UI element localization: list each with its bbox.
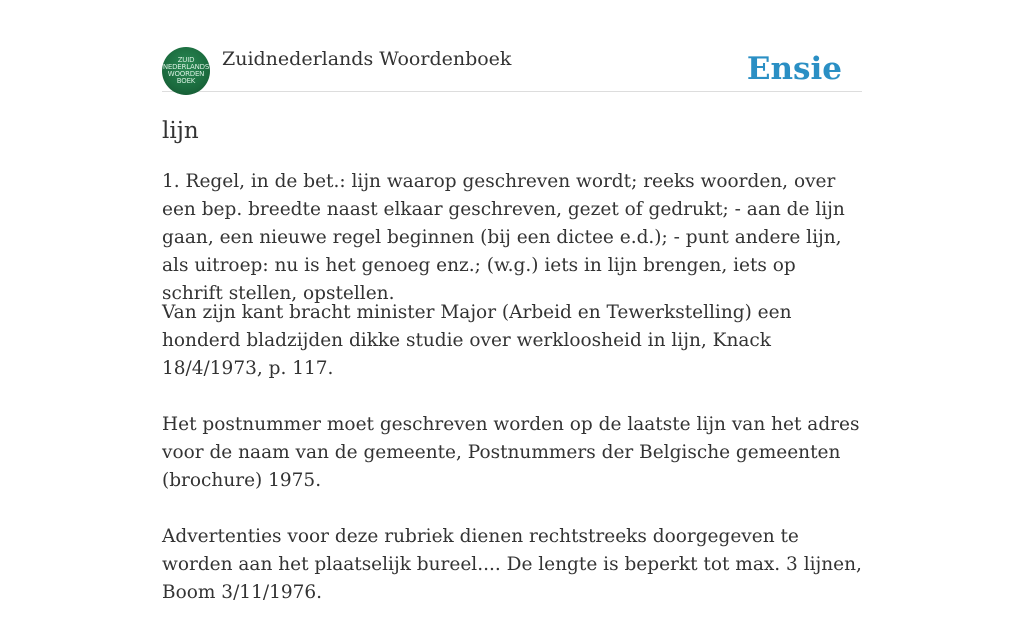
logo-line: ZUID: [177, 56, 195, 64]
example-quote: Van zijn kant bracht minister Major (Arbeid en Tewerkstelling) een honderd bladzijden dikke studie over werkloosheid in lijn, Knack 18/4/1973, p. 117.: [162, 302, 792, 379]
site-title[interactable]: Zuidnederlands Woordenboek: [222, 48, 512, 70]
example-quote: Advertenties voor deze rubriek dienen rechtstreeks doorgegeven te worden aan het plaatselijk bureel.... De lengte is beperkt tot max. 3 lijnen, Boom 3/11/1976.: [162, 526, 862, 603]
logo-line: NEDERLANDS: [162, 63, 210, 71]
page: [162, 0, 862, 603]
headword: lijn: [162, 118, 199, 144]
examples: [162, 299, 862, 635]
logo-line: WOORDEN: [167, 70, 205, 78]
example-quote: Het postnummer moet geschreven worden op de laatste lijn van het adres voor de naam van de gemeente, Postnummers der Belgische gemeenten (brochure) 1975.: [162, 414, 860, 491]
definition-text: 1. Regel, in de bet.: lijn waarop geschreven wordt; reeks woorden, over een bep. breedte naast elkaar geschreven, gezet of gedrukt; - aan de lijn gaan, een nieuwe regel beginnen (bij een dictee e.d.); - punt andere lijn, als uitroep: nu is het genoeg enz.; (w.g.) iets in lijn brengen, iets op schrift stellen, opstellen.: [162, 171, 845, 304]
site-header: [162, 0, 862, 92]
woordenboek-logo[interactable]: [162, 47, 210, 95]
definition: [162, 168, 862, 308]
logo-line: BOEK: [176, 77, 196, 85]
ensie-brand-link[interactable]: Ensie: [746, 51, 842, 87]
